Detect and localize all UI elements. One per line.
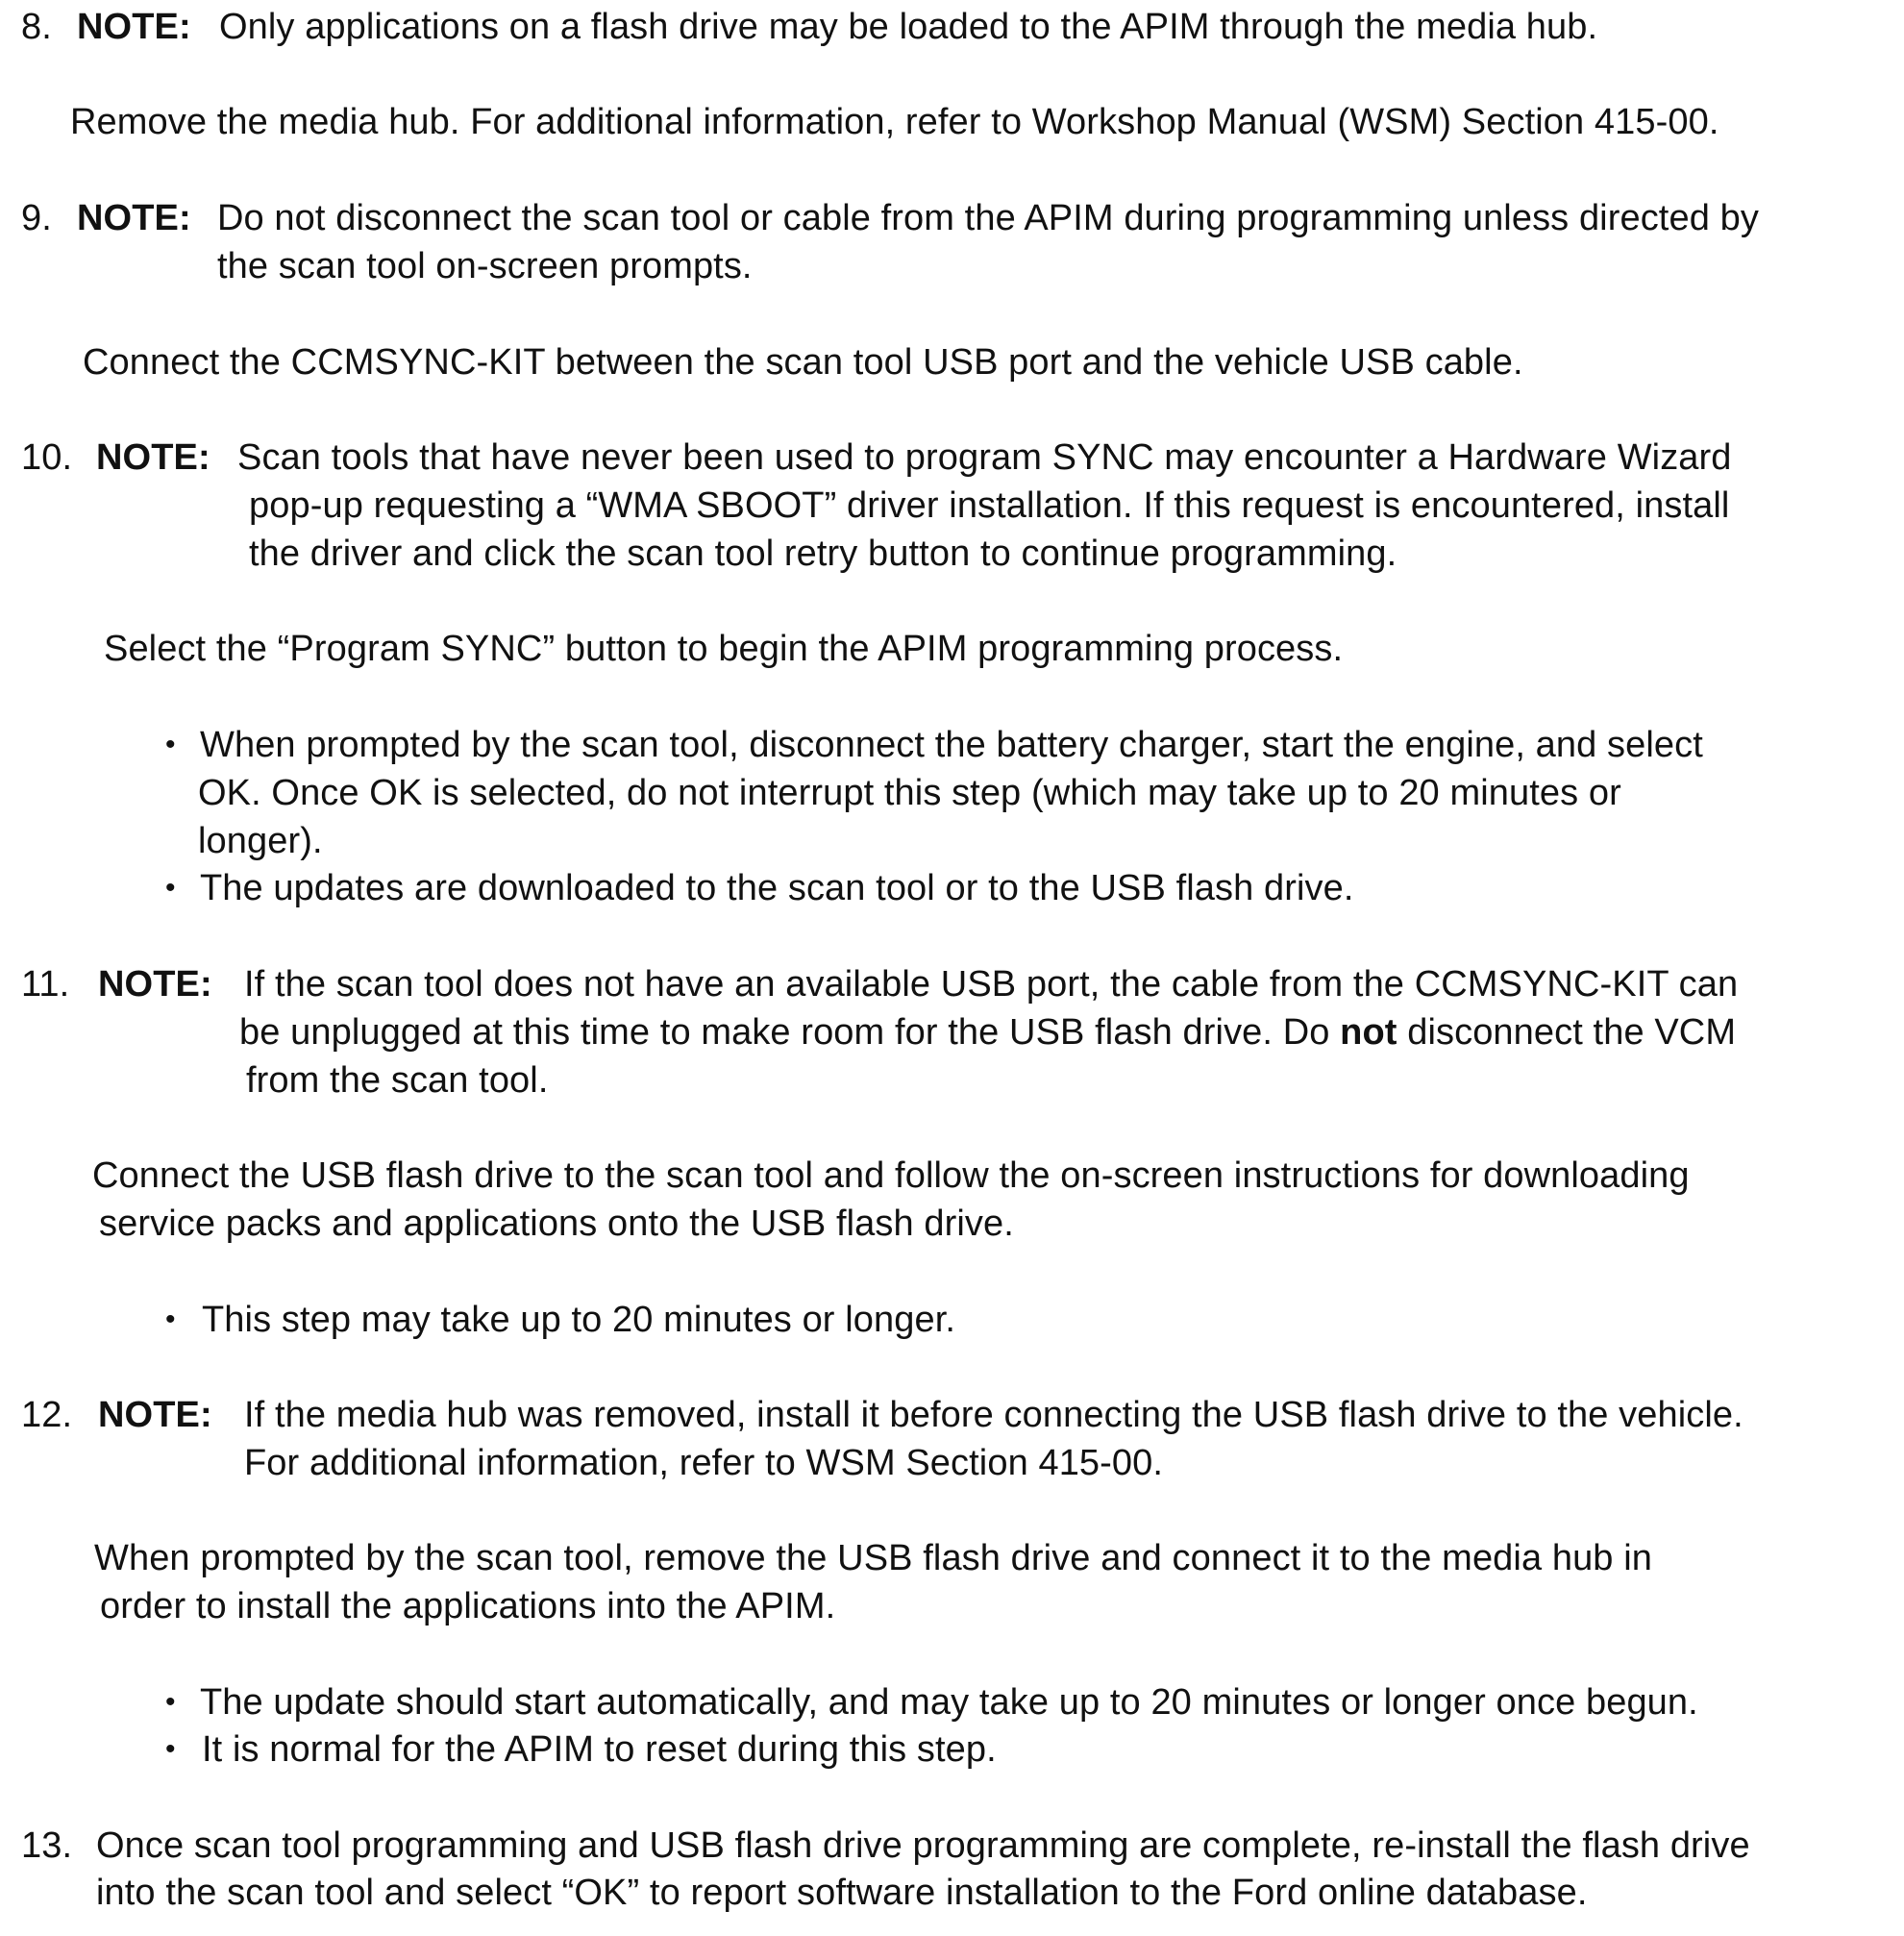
step-9-number: 9.: [21, 198, 52, 238]
step-12-note-line-1: If the media hub was removed, install it before connecting the USB flash drive to the vehicle.: [244, 1395, 1743, 1435]
step-9-note-line-2: the scan tool on-screen prompts.: [217, 246, 753, 286]
step-11-emphasis-not: not: [1340, 1012, 1397, 1053]
step-10-bullet-1-line-3: longer).: [198, 821, 323, 861]
step-13-number: 13.: [21, 1825, 73, 1866]
step-10-note-label: NOTE:: [96, 437, 210, 478]
step-11-number: 11.: [21, 964, 70, 1005]
step-9-note-label: NOTE:: [77, 198, 191, 238]
step-13-body-line-2: into the scan tool and select “OK” to report software installation to the Ford online database.: [96, 1873, 1588, 1913]
step-9-body-line-1: Connect the CCMSYNC-KIT between the scan tool USB port and the vehicle USB cable.: [83, 342, 1523, 383]
step-8-number: 8.: [21, 7, 52, 47]
step-11-body-line-2: service packs and applications onto the USB flash drive.: [99, 1204, 1014, 1244]
step-10-body-line-1: Select the “Program SYNC” button to begin the APIM programming process.: [104, 629, 1344, 669]
step-12-bullet-1-line-1: The update should start automatically, and may take up to 20 minutes or longer once begun.: [200, 1682, 1698, 1723]
step-8-note-line-1: Only applications on a flash drive may be loaded to the APIM through the media hub.: [219, 7, 1598, 47]
step-10-bullet-1-line-1: When prompted by the scan tool, disconnect the battery charger, start the engine, and select: [200, 725, 1703, 765]
step-8-body-line-1: Remove the media hub. For additional information, refer to Workshop Manual (WSM) Section 415-00.: [70, 102, 1719, 142]
step-11-bullet-1-marker: •: [165, 1303, 176, 1335]
step-11-bullet-1-line-1: This step may take up to 20 minutes or longer.: [202, 1300, 956, 1340]
step-12-note-label: NOTE:: [98, 1395, 212, 1435]
step-11-note-line-1: If the scan tool does not have an available USB port, the cable from the CCMSYNC-KIT can: [244, 964, 1739, 1005]
step-11-note-label: NOTE:: [98, 964, 212, 1005]
step-10-number: 10.: [21, 437, 73, 478]
step-11-note-line-2: [239, 1010, 1736, 1055]
step-12-body-line-1: When prompted by the scan tool, remove the USB flash drive and connect it to the media hub in: [94, 1538, 1652, 1578]
step-11-note-line-2-start: be unplugged at this time to make room for the USB flash drive. Do: [239, 1012, 1341, 1053]
step-12-bullet-1-marker: •: [165, 1686, 176, 1718]
step-10-bullet-2-marker: •: [165, 872, 176, 904]
step-10-note-line-1: Scan tools that have never been used to program SYNC may encounter a Hardware Wizard: [237, 437, 1732, 478]
step-8-note-label: NOTE:: [77, 7, 191, 47]
step-9-note-line-1: Do not disconnect the scan tool or cable from the APIM during programming unless directed by: [217, 198, 1759, 238]
step-12-bullet-2-line-1: It is normal for the APIM to reset during this step.: [202, 1729, 997, 1770]
step-10-note-line-3: the driver and click the scan tool retry button to continue programming.: [249, 534, 1397, 574]
step-10-bullet-1-marker: •: [165, 729, 176, 760]
step-13-body-line-1: Once scan tool programming and USB flash drive programming are complete, re-install the flash drive: [96, 1825, 1750, 1866]
step-11-body-line-1: Connect the USB flash drive to the scan tool and follow the on-screen instructions for downloading: [92, 1155, 1690, 1196]
step-10-bullet-1-line-2: OK. Once OK is selected, do not interrupt this step (which may take up to 20 minutes or: [198, 773, 1621, 813]
step-12-body-line-2: order to install the applications into the APIM.: [100, 1586, 836, 1626]
step-12-number: 12.: [21, 1395, 73, 1435]
step-10-bullet-2-line-1: The updates are downloaded to the scan tool or to the USB flash drive.: [200, 868, 1354, 908]
step-11-note-line-3: from the scan tool.: [246, 1060, 549, 1101]
step-11-note-line-2-end: disconnect the VCM: [1397, 1012, 1737, 1053]
step-10-note-line-2: pop-up requesting a “WMA SBOOT” driver installation. If this request is encountered, install: [249, 485, 1730, 526]
step-12-note-line-2: For additional information, refer to WSM Section 415-00.: [244, 1443, 1164, 1483]
step-12-bullet-2-marker: •: [165, 1733, 176, 1765]
